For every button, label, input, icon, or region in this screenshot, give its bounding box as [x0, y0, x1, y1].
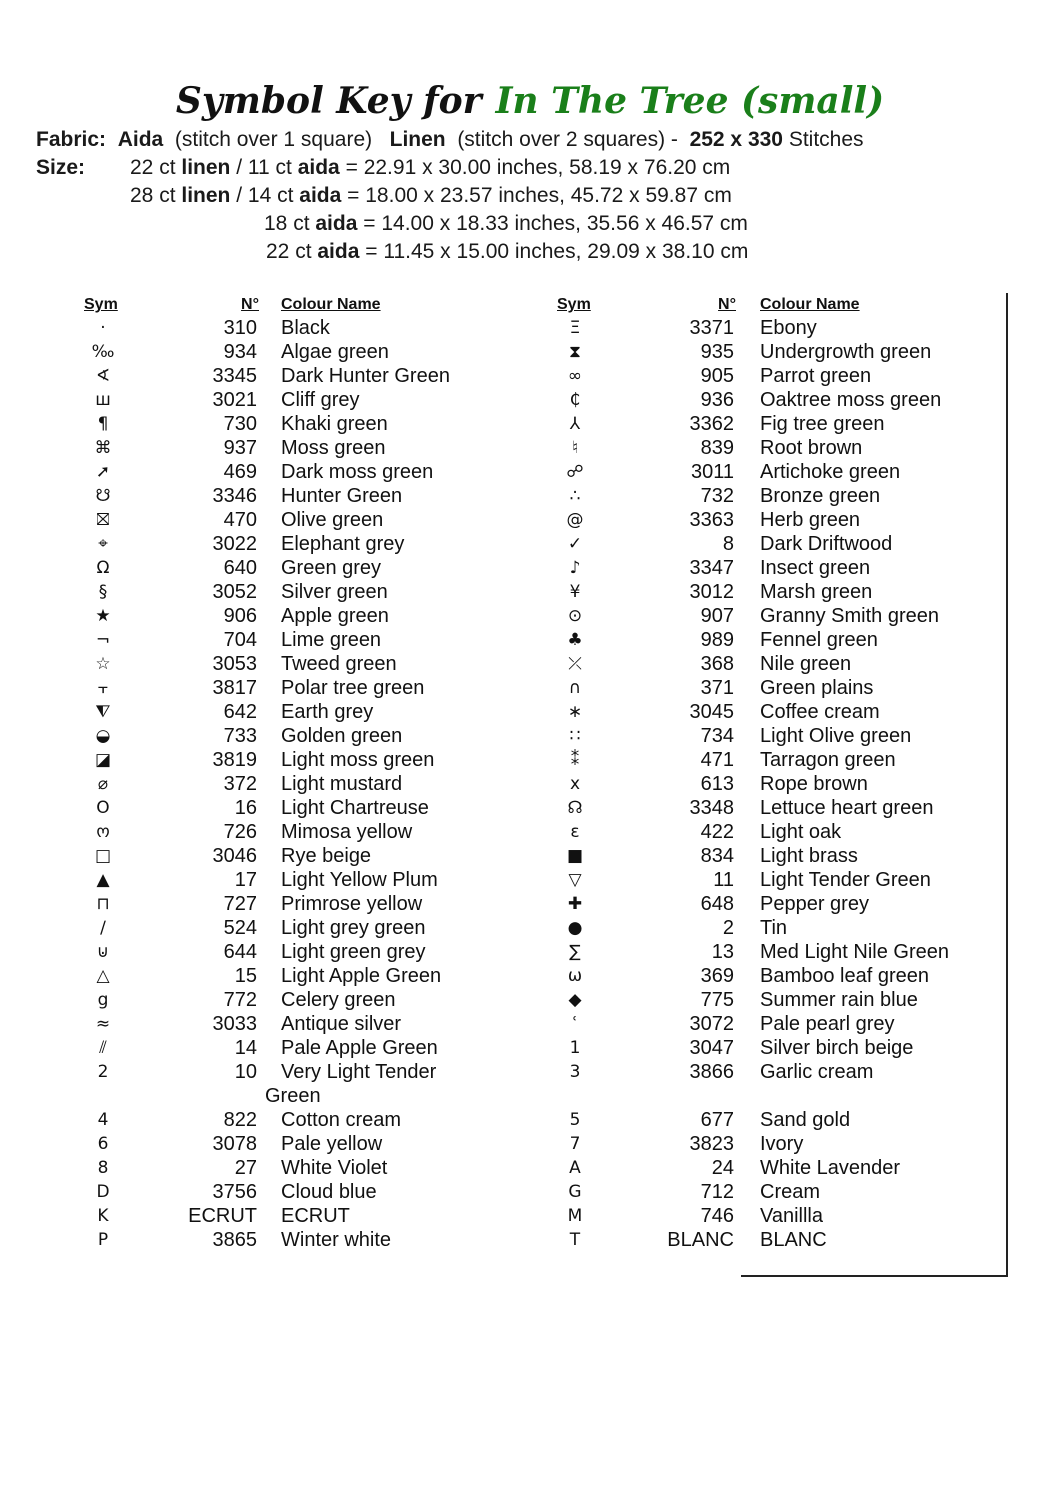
fabric-linen-note: (stitch over 2 squares) -: [457, 128, 678, 151]
color-name: Lime green: [281, 629, 382, 651]
color-number: 13: [711, 941, 734, 963]
size-dims: = 14.00 x 18.33 inches, 35.56 x 46.57 cm: [363, 212, 748, 235]
symbol-icon: ♮: [571, 438, 579, 458]
color-name: Granny Smith green: [760, 605, 939, 627]
stitch-count: 252 x 330: [689, 128, 783, 151]
color-number: 834: [700, 845, 734, 867]
color-name: Dark Hunter Green: [281, 365, 450, 387]
size-ct: 18 ct: [264, 212, 310, 235]
symbol-icon: ♪: [569, 558, 581, 578]
color-number: 369: [700, 965, 734, 987]
color-number: 3866: [689, 1061, 734, 1083]
color-number: 3756: [212, 1181, 257, 1203]
color-name: Insect green: [760, 557, 871, 579]
color-name: Light Yellow Plum: [281, 869, 438, 891]
color-name: Pepper grey: [760, 893, 869, 915]
symbol-icon: ∷: [569, 726, 581, 746]
color-number: 310: [223, 317, 257, 339]
size-sep: / 11 ct: [236, 156, 292, 179]
left-header-num: N°: [241, 296, 259, 313]
color-number: 16: [234, 797, 257, 819]
fabric-aida: Aida: [117, 128, 164, 151]
symbol-icon: ≈: [95, 1014, 111, 1034]
color-number: 727: [223, 893, 257, 915]
color-number: 3363: [689, 509, 734, 531]
symbol-icon: ო: [96, 822, 110, 842]
color-name: Cloud blue: [281, 1181, 377, 1203]
color-name: Dark moss green: [281, 461, 434, 483]
size-fabric: aida: [315, 212, 358, 235]
color-name: Winter white: [281, 1229, 392, 1251]
color-name: Light Olive green: [760, 725, 912, 747]
symbol-icon: ▽: [568, 870, 582, 890]
pattern-name: In The Tree (small): [495, 80, 885, 122]
color-name: Pale pearl grey: [760, 1013, 895, 1035]
color-name: Med Light Nile Green: [760, 941, 949, 963]
color-name: Moss green: [281, 437, 386, 459]
color-number: 905: [700, 365, 734, 387]
color-name: Light Apple Green: [281, 965, 442, 987]
color-number: 730: [223, 413, 257, 435]
size-fabric: linen: [181, 184, 231, 207]
color-name: Primrose yellow: [281, 893, 423, 915]
symbol-icon: ¥: [569, 582, 581, 602]
color-name: Rye beige: [281, 845, 372, 867]
color-number: 648: [700, 893, 734, 915]
color-number: 613: [700, 773, 734, 795]
color-number: 935: [700, 341, 734, 363]
color-number: 14: [234, 1037, 257, 1059]
color-name: Parrot green: [760, 365, 872, 387]
color-name: Cream: [760, 1181, 821, 1203]
color-name: Bamboo leaf green: [760, 965, 930, 987]
color-number: 704: [223, 629, 257, 651]
symbol-icon: G: [568, 1182, 582, 1202]
symbol-icon: ¶: [97, 414, 109, 434]
symbol-icon: ∩: [568, 678, 582, 698]
color-number: 3345: [212, 365, 257, 387]
symbol-icon: 6: [97, 1134, 109, 1154]
symbol-icon: ω: [567, 966, 583, 986]
symbol-icon: 3: [569, 1062, 581, 1082]
size-line-3: [264, 211, 748, 237]
symbol-icon: 1: [569, 1038, 581, 1058]
color-name: Green plains: [760, 677, 874, 699]
color-name: Apple green: [281, 605, 389, 627]
size-line-2: [130, 183, 732, 209]
size-line-1: [130, 155, 730, 181]
symbol-icon: 4: [97, 1110, 109, 1130]
color-name: Black: [281, 317, 330, 339]
color-number: 3011: [690, 461, 734, 483]
color-name: Very Light Tender: [281, 1061, 437, 1083]
color-name: Silver green: [281, 581, 388, 603]
size-fabric: aida: [297, 156, 340, 179]
color-name: Undergrowth green: [760, 341, 932, 363]
color-number: 3033: [212, 1013, 257, 1035]
color-name: Light Chartreuse: [281, 797, 429, 819]
color-number: 15: [234, 965, 257, 987]
color-number: 8: [722, 533, 734, 555]
color-number: 3046: [212, 845, 257, 867]
color-number: ECRUT: [188, 1205, 257, 1227]
symbol-icon: ⁑: [570, 750, 580, 770]
color-number: 2: [722, 917, 734, 939]
color-name: Tin: [760, 917, 788, 939]
fabric-linen: Linen: [389, 128, 446, 151]
symbol-icon: ∴: [569, 486, 581, 506]
color-name: Khaki green: [281, 413, 388, 435]
color-number: 3022: [212, 533, 257, 555]
color-number: 644: [223, 941, 257, 963]
color-name: Vanillla: [760, 1205, 823, 1227]
color-name: Oaktree moss green: [760, 389, 942, 411]
size-label-line: [36, 155, 85, 181]
color-name: Hunter Green: [281, 485, 403, 507]
symbol-icon: O: [96, 798, 110, 818]
color-number: 422: [700, 821, 734, 843]
color-name: Light mustard: [281, 773, 403, 795]
color-name-continued: Green: [265, 1085, 321, 1107]
color-number: 469: [223, 461, 257, 483]
color-number: 642: [223, 701, 257, 723]
color-number: 726: [223, 821, 257, 843]
symbol-icon: 5: [569, 1110, 581, 1130]
left-header-sym: Sym: [84, 296, 118, 313]
symbol-icon: ◆: [568, 990, 582, 1010]
color-name: Garlic cream: [760, 1061, 874, 1083]
color-number: 3047: [689, 1037, 734, 1059]
symbol-icon: ●: [567, 918, 583, 938]
symbol-icon: ⌖: [98, 534, 108, 554]
color-name: Pale Apple Green: [281, 1037, 438, 1059]
color-name: Mimosa yellow: [281, 821, 413, 843]
symbol-icon: ■: [566, 846, 584, 866]
color-name: Sand gold: [760, 1109, 851, 1131]
symbol-icon: ⫽: [99, 1038, 107, 1058]
size-dims: = 22.91 x 30.00 inches, 58.19 x 76.20 cm: [345, 156, 731, 179]
symbol-icon: ⧗: [569, 342, 581, 362]
symbol-icon: ♣: [567, 630, 583, 650]
color-number: 3012: [689, 581, 734, 603]
symbol-icon: ⊍: [96, 942, 110, 962]
symbol-icon: 7: [569, 1134, 581, 1154]
color-name: Lettuce heart green: [760, 797, 934, 819]
symbol-icon: ·: [100, 318, 106, 338]
color-number: 989: [700, 629, 734, 651]
color-number: 10: [234, 1061, 257, 1083]
color-name: Marsh green: [760, 581, 873, 603]
color-name: Rope brown: [760, 773, 868, 795]
symbol-icon: ⅄: [569, 414, 581, 434]
color-number: 822: [223, 1109, 257, 1131]
color-name: BLANC: [760, 1229, 827, 1251]
symbol-icon: ∗: [567, 702, 583, 722]
color-number: 3348: [689, 797, 734, 819]
symbol-icon: ‰: [91, 342, 115, 362]
right-header-num: N°: [718, 296, 736, 313]
color-number: BLANC: [667, 1229, 734, 1251]
symbol-icon: ➚: [95, 462, 111, 482]
stitch-label: Stitches: [788, 128, 864, 151]
fabric-label: Fabric:: [36, 128, 107, 151]
color-number: 27: [234, 1157, 257, 1179]
color-name: ECRUT: [281, 1205, 350, 1227]
color-name: Dark Driftwood: [760, 533, 893, 555]
color-number: 3823: [689, 1133, 734, 1155]
color-number: 839: [700, 437, 734, 459]
color-name: Root brown: [760, 437, 863, 459]
color-number: 734: [700, 725, 734, 747]
size-line-4: [266, 239, 748, 265]
color-name: Tarragon green: [760, 749, 896, 771]
color-number: 524: [223, 917, 257, 939]
symbol-icon: ⫟: [97, 678, 109, 698]
symbol-icon: ☍: [566, 462, 584, 482]
symbol-icon: □: [94, 846, 112, 866]
color-name: Fig tree green: [760, 413, 885, 435]
color-name: Light moss green: [281, 749, 435, 771]
color-name: Light green grey: [281, 941, 426, 963]
color-number: 640: [223, 557, 257, 579]
color-name: Ivory: [760, 1133, 804, 1155]
symbol-icon: A: [569, 1158, 581, 1178]
color-name: Ebony: [760, 317, 817, 339]
size-ct: 22 ct: [130, 156, 176, 179]
fabric-line: [36, 127, 864, 153]
color-number: 24: [711, 1157, 734, 1179]
color-name: Coffee cream: [760, 701, 880, 723]
color-name: Cotton cream: [281, 1109, 402, 1131]
symbol-icon: Ω: [96, 558, 110, 578]
symbol-icon: P: [97, 1230, 109, 1250]
symbol-icon: K: [97, 1206, 109, 1226]
color-number: 3021: [212, 389, 257, 411]
color-number: 775: [700, 989, 734, 1011]
color-name: Artichoke green: [760, 461, 901, 483]
symbol-icon: g: [97, 990, 109, 1010]
color-number: 3045: [689, 701, 734, 723]
color-number: 17: [234, 869, 257, 891]
color-number: 3371: [689, 317, 734, 339]
color-name: Light Tender Green: [760, 869, 931, 891]
color-number: 746: [700, 1205, 734, 1227]
symbol-icon: ∢: [95, 366, 111, 386]
color-name: Polar tree green: [281, 677, 425, 699]
table-border-right: [1006, 293, 1008, 1277]
title-prefix: Symbol Key for: [175, 80, 482, 122]
size-fabric: linen: [181, 156, 231, 179]
color-number: 712: [700, 1181, 734, 1203]
symbol-icon: ∕: [100, 918, 106, 938]
color-name: Earth grey: [281, 701, 374, 723]
symbol-icon: ш: [95, 390, 111, 410]
symbol-icon: ⤫: [568, 654, 582, 674]
color-name: Herb green: [760, 509, 861, 531]
color-name: Fennel green: [760, 629, 878, 651]
symbol-icon: ☋: [95, 486, 111, 506]
color-name: Light grey green: [281, 917, 426, 939]
symbol-icon: △: [96, 966, 110, 986]
color-name: Celery green: [281, 989, 396, 1011]
color-number: 936: [700, 389, 734, 411]
color-name: Silver birch beige: [760, 1037, 914, 1059]
symbol-icon: ✚: [567, 894, 583, 914]
size-sep: / 14 ct: [236, 184, 294, 207]
size-ct: 28 ct: [130, 184, 176, 207]
color-number: 3346: [212, 485, 257, 507]
page-title: [0, 78, 1060, 124]
color-name: Antique silver: [281, 1013, 402, 1035]
color-number: 3053: [212, 653, 257, 675]
symbol-icon: ⌀: [97, 774, 109, 794]
symbol-icon: ∞: [567, 366, 583, 386]
symbol-icon: ₵: [569, 390, 581, 410]
symbol-icon: ⛝: [96, 510, 110, 530]
color-name: Algae green: [281, 341, 389, 363]
symbol-icon: §: [98, 582, 108, 602]
color-number: 3347: [689, 557, 734, 579]
symbol-icon: D: [96, 1182, 110, 1202]
color-number: 471: [700, 749, 734, 771]
color-number: 906: [223, 605, 257, 627]
color-number: 11: [713, 869, 734, 891]
symbol-icon: ★: [95, 606, 111, 626]
size-dims: = 11.45 x 15.00 inches, 29.09 x 38.10 cm: [365, 240, 749, 263]
color-name: Pale yellow: [281, 1133, 383, 1155]
symbol-icon: ◒: [95, 726, 111, 746]
symbol-icon: ⧨: [95, 702, 111, 722]
right-header-name: Colour Name: [760, 296, 860, 313]
symbol-icon: ʿ: [572, 1014, 578, 1034]
symbol-icon: ⊓: [96, 894, 110, 914]
color-number: 3078: [212, 1133, 257, 1155]
size-fabric: aida: [317, 240, 360, 263]
color-number: 772: [223, 989, 257, 1011]
symbol-icon: Ξ: [569, 318, 581, 338]
color-number: 937: [223, 437, 257, 459]
symbol-icon: @: [566, 510, 584, 530]
color-name: White Lavender: [760, 1157, 901, 1179]
color-number: 3052: [212, 581, 257, 603]
color-number: 907: [700, 605, 734, 627]
symbol-icon: ☆: [95, 654, 111, 674]
size-ct: 22 ct: [266, 240, 312, 263]
color-name: Tweed green: [281, 653, 397, 675]
color-name: Light brass: [760, 845, 858, 867]
symbol-icon: ɛ: [570, 822, 580, 842]
color-name: Nile green: [760, 653, 852, 675]
symbol-icon: ∑: [569, 942, 581, 962]
symbol-icon: M: [567, 1206, 583, 1226]
color-number: 371: [700, 677, 734, 699]
color-name: Elephant grey: [281, 533, 405, 555]
symbol-icon: ☊: [567, 798, 583, 818]
symbol-icon: T: [569, 1230, 581, 1250]
color-number: 3819: [212, 749, 257, 771]
symbol-icon: 2: [97, 1062, 109, 1082]
right-header-sym: Sym: [557, 296, 591, 313]
symbol-icon: 8: [97, 1158, 109, 1178]
color-name: Light oak: [760, 821, 842, 843]
color-number: 934: [223, 341, 257, 363]
symbol-icon: ▲: [96, 870, 110, 890]
symbol-icon: ¬: [95, 630, 111, 650]
symbol-icon: ◪: [94, 750, 112, 770]
fabric-aida-note: (stitch over 1 square): [174, 128, 373, 151]
left-header-name: Colour Name: [281, 296, 381, 313]
color-name: Bronze green: [760, 485, 881, 507]
symbol-icon: ✓: [567, 534, 583, 554]
color-number: 3072: [689, 1013, 734, 1035]
color-number: 3865: [212, 1229, 257, 1251]
color-name: White Violet: [281, 1157, 388, 1179]
symbol-icon: ⊙: [567, 606, 583, 626]
symbol-icon: ⌘: [94, 438, 112, 458]
size-dims: = 18.00 x 23.57 inches, 45.72 x 59.87 cm: [347, 184, 732, 207]
color-number: 3362: [689, 413, 734, 435]
color-number: 3817: [212, 677, 257, 699]
color-number: 368: [700, 653, 734, 675]
table-border-bottom: [741, 1275, 1008, 1277]
color-name: Green grey: [281, 557, 382, 579]
color-name: Summer rain blue: [760, 989, 918, 1011]
color-number: 733: [223, 725, 257, 747]
color-number: 470: [223, 509, 257, 531]
color-name: Golden green: [281, 725, 403, 747]
color-number: 677: [700, 1109, 734, 1131]
color-name: Olive green: [281, 509, 384, 531]
size-fabric: aida: [299, 184, 342, 207]
color-number: 372: [223, 773, 257, 795]
symbol-icon: x: [569, 774, 581, 794]
color-number: 732: [700, 485, 734, 507]
color-name: Cliff grey: [281, 389, 360, 411]
size-label: Size:: [36, 156, 86, 179]
